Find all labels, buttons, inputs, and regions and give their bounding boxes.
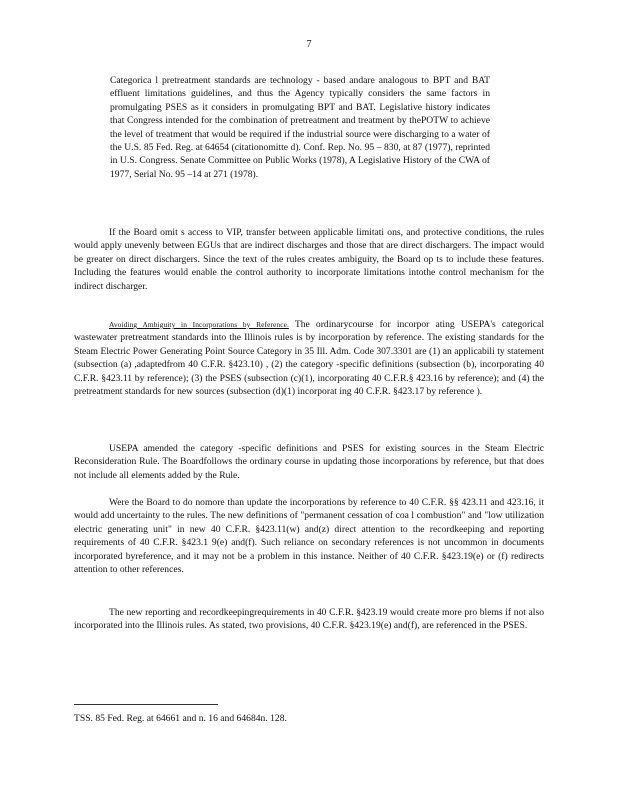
paragraph-usepa-amended: USEPA amended the category -specific definitions and PSES for existing sources in the Steam Electric Reconsideration Rule. The Boardfollows the ordinary course in updating those incorporations by reference, but that does not include all elements added by the Rule. bbox=[74, 443, 544, 481]
section-heading: Avoiding Ambiguity in Incorporations by Reference. bbox=[109, 320, 289, 329]
paragraph-indirect-dischargers: If the Board omit s access to VIP, transfer between applicable limitati ons, and protective conditions, the rules would apply unevenly between EGUs that are indirect discharges and those that are direct dischargers. The impact would be greater on direct dischargers. Since the text of the rules creates ambiguity, the Board op ts to include these features. Including the features would enable the control authority to incorporate limitations intothe control mechanism for the indirect discharger. bbox=[74, 227, 544, 292]
paragraph-incorporation-text: The ordinarycourse for incorpor ating USEPA's categorical wastewater pretreatment standards into the Illinois rules is by incorporation by reference. The existing standards for the Steam Electric Power Generating Point Source Category in 35 Ill. Adm. Code 307.3301 are (1) an applicabili ty statement (subsection (a) ,adaptedfrom 40 C.F.R. §423.10) , (2) the category -specific definitions (subsection (b), incorporating 40 C.F.R. §423.11 by reference); (3) the PSES (subsection (c)(1), incorporating 40 C.F.R.§ 423.16 by reference); and (4) the pretreatment standards for new sources (subsection (d)(1) incorporat ing 40 C.F.R. §423.17 by reference ). bbox=[74, 319, 544, 398]
footnote: TSS. 85 Fed. Reg. at 64661 and n. 16 and 64684n. 128. bbox=[74, 713, 287, 724]
paragraph-incorporation bbox=[74, 318, 544, 398]
paragraph-uncertainty: Were the Board to do nomore than update the incorporations by reference to 40 C.F.R. §§ 423.11 and 423.16, it would add uncertainty to the rules. The new definitions of "permanent cessation of coa l combustion" and "low utilization electric generating unit" in new 40 C.F.R. §423.11(w) and(z) direct attention to the recordkeeping and reporting requirements of 40 C.F.R. §423.1 9(e) and(f). Such reliance on secondary references is not uncommon in documents incorporated byreference, and it may not be a problem in this instance. Neither of 40 C.F.R. §423.19(e) or (f) redirects attention to other references. bbox=[74, 497, 544, 576]
paragraph-reporting: The new reporting and recordkeepingrequirements in 40 C.F.R. §423.19 would create more pro blems if not also incorporated into the Illinois rules. As stated, two provisions, 40 C.F.R. §423.19(e) and(f), are referenced in the PSES. bbox=[74, 607, 544, 632]
page-number: 7 bbox=[306, 39, 312, 50]
block-quote: Categorica l pretreatment standards are technology - based andare analogous to BPT and BAT effluent limitations guidelines, and thus the Agency typically considers the same factors in promulgating PSES as it considers in promulgating BPT and BAT. Legislative history indicates that Congress intended for the combination of pretreatment and treatment by thePOTW to achieve the level of treatment that would be required if the industrial source were discharging to a water of the U.S. 85 Fed. Reg. at 64654 (citationomitte d). Conf. Rep. No. 95 – 830, at 87 (1977), reprinted in U.S. Congress. Senate Committee on Public Works (1978), A Legislative History of the CWA of 1977, Serial No. 95 –14 at 271 (1978). bbox=[110, 75, 490, 180]
footnote-divider bbox=[74, 704, 218, 705]
